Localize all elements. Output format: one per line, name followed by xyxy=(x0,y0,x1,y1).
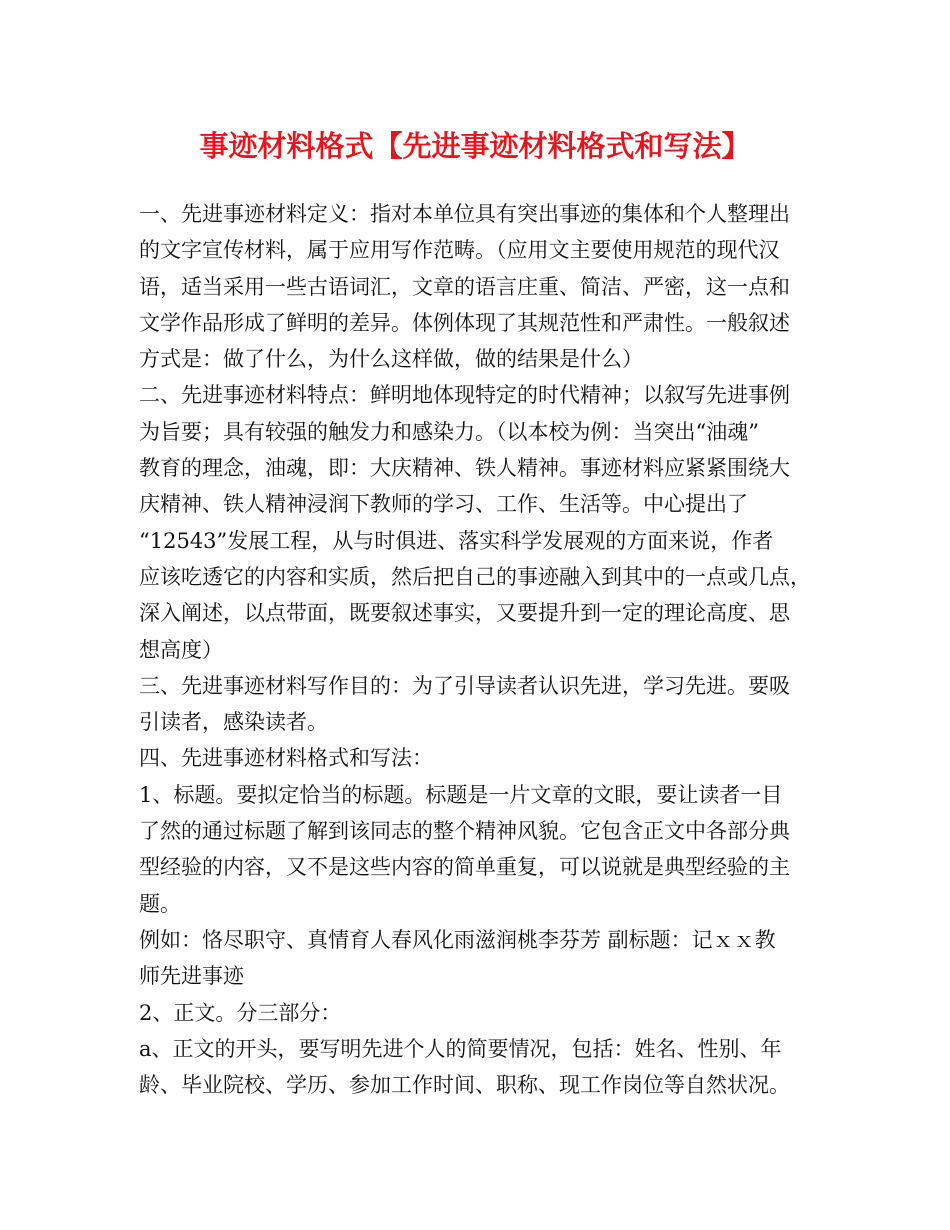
body-line: 师先进事迹 xyxy=(139,964,244,989)
body-line: 文学作品形成了鲜明的差异。体例体现了其规范性和严肃性。一般叙述 xyxy=(139,310,790,335)
body-line: 了然的通过标题了解到该同志的整个精神风貌。它包含正文中各部分典 xyxy=(139,819,790,844)
body-line: a、正文的开头，要写明先进个人的简要情况，包括：姓名、性别、年 xyxy=(139,1036,782,1061)
body-line: 四、先进事迹材料格式和写法： xyxy=(139,746,433,771)
body-line: 语，适当采用一些古语词汇，文章的语言庄重、简洁、严密，这一点和 xyxy=(139,274,790,299)
body-line: 一、先进事迹材料定义：指对本单位具有突出事迹的集体和个人整理出 xyxy=(139,202,790,226)
body-line: 应该吃透它的内容和实质，然后把自己的事迹融入到其中的一点或几点， xyxy=(139,564,811,589)
body-line: 型经验的内容，又不是这些内容的简单重复，可以说就是典型经验的主 xyxy=(139,855,790,880)
body-line: 庆精神、铁人精神浸润下教师的学习、工作、生活等。中心提出了 xyxy=(139,492,748,517)
body-line: 教育的理念，油魂，即：大庆精神、铁人精神。事迹材料应紧紧围绕大 xyxy=(139,456,790,481)
body-line: 2、正文。分三部分： xyxy=(139,1000,342,1025)
body-line: 二、先进事迹材料特点：鲜明地体现特定的时代精神；以叙写先进事例 xyxy=(139,383,790,408)
body-line: 龄、毕业院校、学历、参加工作时间、职称、现工作岗位等自然状况。 xyxy=(139,1073,790,1098)
document-body xyxy=(139,196,819,1103)
document-title: 事迹材料格式【先进事迹材料格式和写法】 xyxy=(199,129,751,163)
body-line: 例如：恪尽职守、真情育人春风化雨滋润桃李芬芳 副标题：记ｘｘ教 xyxy=(139,927,776,952)
body-line: “12543”发展工程，从与时俱进、落实科学发展观的方面来说，作者 xyxy=(139,528,774,553)
body-line: 深入阐述，以点带面，既要叙述事实，又要提升到一定的理论高度、思 xyxy=(139,601,790,626)
body-line: 的文字宣传材料，属于应用写作范畴。（应用文主要使用规范的现代汉 xyxy=(139,238,780,263)
body-line: 三、先进事迹材料写作目的：为了引导读者认识先进，学习先进。要吸 xyxy=(139,673,790,698)
body-line: 题。 xyxy=(139,891,181,916)
body-line: 方式是：做了什么，为什么这样做，做的结果是什么） xyxy=(139,347,643,372)
body-line: 想高度） xyxy=(139,637,223,662)
body-line: 1、标题。要拟定恰当的标题。标题是一片文章的文眼，要让读者一目 xyxy=(139,782,783,807)
body-line: 为旨要；具有较强的触发力和感染力。（以本校为例：当突出“油魂” xyxy=(139,419,759,444)
body-line: 引读者，感染读者。 xyxy=(139,710,328,735)
